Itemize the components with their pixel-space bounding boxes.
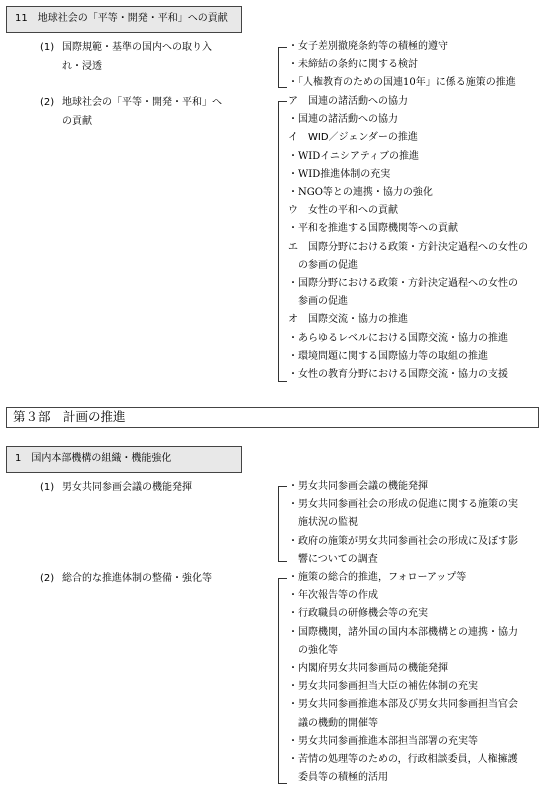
subsection-number: (1) [40, 482, 55, 493]
list-item: ・国連の諸活動への協力 [288, 114, 398, 126]
list-item: ・女性の教育分野における国際交流・協力の支援 [288, 369, 508, 381]
subsection-1-1 [40, 478, 250, 497]
list-item-continuation: の強化等 [288, 644, 338, 656]
list-heading-continuation: の参画の促進 [288, 259, 358, 271]
section-1-header [6, 446, 242, 473]
list-item: ・国際機関，諸外国の国内本部機構との連携・協力 [288, 626, 518, 638]
part-3-header [6, 407, 539, 428]
list-item-continuation: 施状況の監視 [288, 517, 358, 529]
subsection-1-2 [40, 569, 250, 588]
list-item: ・施策の総合的推進，フォローアップ等 [288, 572, 467, 583]
section-1-title: 1 国内本部機構の組織・機能強化 [15, 453, 172, 464]
bracket [278, 486, 287, 562]
subsection-title-line: 総合的な推進体制の整備・強化等 [62, 573, 212, 584]
subsection-title-line: 国際規範・基準の国内への取り入 [62, 42, 212, 53]
list-item: ・男女共同参画推進本部担当部署の充実等 [288, 735, 478, 747]
list-heading: ウ 女性の平和への貢献 [288, 205, 398, 217]
list-item: ・WIDイニシアティブの推進 [288, 150, 420, 162]
list-item: ・苦情の処理等のための，行政相談委員，人権擁護 [288, 754, 518, 766]
list-item-continuation: 参画の促進 [288, 296, 348, 308]
list-item: ・あらゆるレベルにおける国際交流・協力の推進 [288, 332, 508, 344]
subsection-number: (2) [40, 573, 55, 584]
list-heading: ア 国連の諸活動への協力 [288, 96, 408, 107]
subsection-11-2 [40, 93, 250, 131]
list-item: ・年次報告等の作成 [288, 590, 378, 602]
item-list-1-2 [288, 569, 546, 787]
subsection-title-line: 地球社会の「平等・開発・平和」へ [62, 97, 222, 108]
subsection-number: (2) [40, 97, 55, 108]
list-item: ・行政職員の研修機会等の充実 [288, 608, 428, 620]
subsection-11-1 [40, 38, 250, 76]
list-heading: オ 国際交流・協力の推進 [288, 314, 408, 326]
list-item: ・男女共同参画推進本部及び男女共同参画担当官会 [288, 699, 518, 711]
list-item: ・内閣府男女共同参画局の機能発揮 [288, 663, 448, 675]
list-item-continuation: 委員等の積極的活用 [288, 772, 388, 784]
list-item: ・国際分野における政策・方針決定過程への女性の [288, 278, 518, 290]
list-item: ・政府の施策が男女共同参画社会の形成に及ぼす影 [288, 535, 518, 547]
bracket [278, 47, 287, 88]
list-item: ・「人権教育のための国連10年」に係る施策の推進 [288, 77, 516, 89]
list-item: ・男女共同参画社会の形成の促進に関する施策の実 [288, 499, 518, 511]
list-item: ・WID推進体制の充実 [288, 168, 391, 180]
subsection-number: (1) [40, 42, 55, 53]
list-item-continuation: 響についての調査 [288, 553, 378, 565]
list-item: ・男女共同参画会議の機能発揮 [288, 481, 428, 492]
subsection-title-line: れ・浸透 [62, 61, 102, 72]
list-item: ・女子差別撤廃条約等の積極的遵守 [288, 41, 448, 52]
list-item: ・環境問題に関する国際協力等の取組の推進 [288, 350, 488, 362]
list-item: ・NGO等との連携・協力の強化 [288, 187, 433, 199]
section-11-title: 11 地球社会の「平等・開発・平和」への貢献 [15, 13, 228, 24]
list-heading: エ 国際分野における政策・方針決定過程への女性の [288, 241, 528, 253]
list-item: ・未締結の条約に関する検討 [288, 59, 418, 71]
part-3-title: 第３部 計画の推進 [13, 409, 126, 424]
subsection-title-line: 男女共同参画会議の機能発揮 [62, 482, 192, 493]
item-list-11-1 [288, 38, 546, 93]
item-list-11-2 [288, 93, 546, 384]
subsection-title-line: の貢献 [62, 116, 92, 127]
section-11-header [6, 6, 242, 33]
list-heading: イ WID／ジェンダーの推進 [288, 132, 418, 144]
item-list-1-1 [288, 478, 546, 569]
bracket [278, 101, 287, 382]
list-item: ・平和を推進する国際機関等への貢献 [288, 223, 458, 235]
list-item-continuation: 議の機動的開催等 [288, 717, 378, 729]
list-item: ・男女共同参画担当大臣の補佐体制の充実 [288, 681, 478, 693]
bracket [278, 578, 287, 784]
